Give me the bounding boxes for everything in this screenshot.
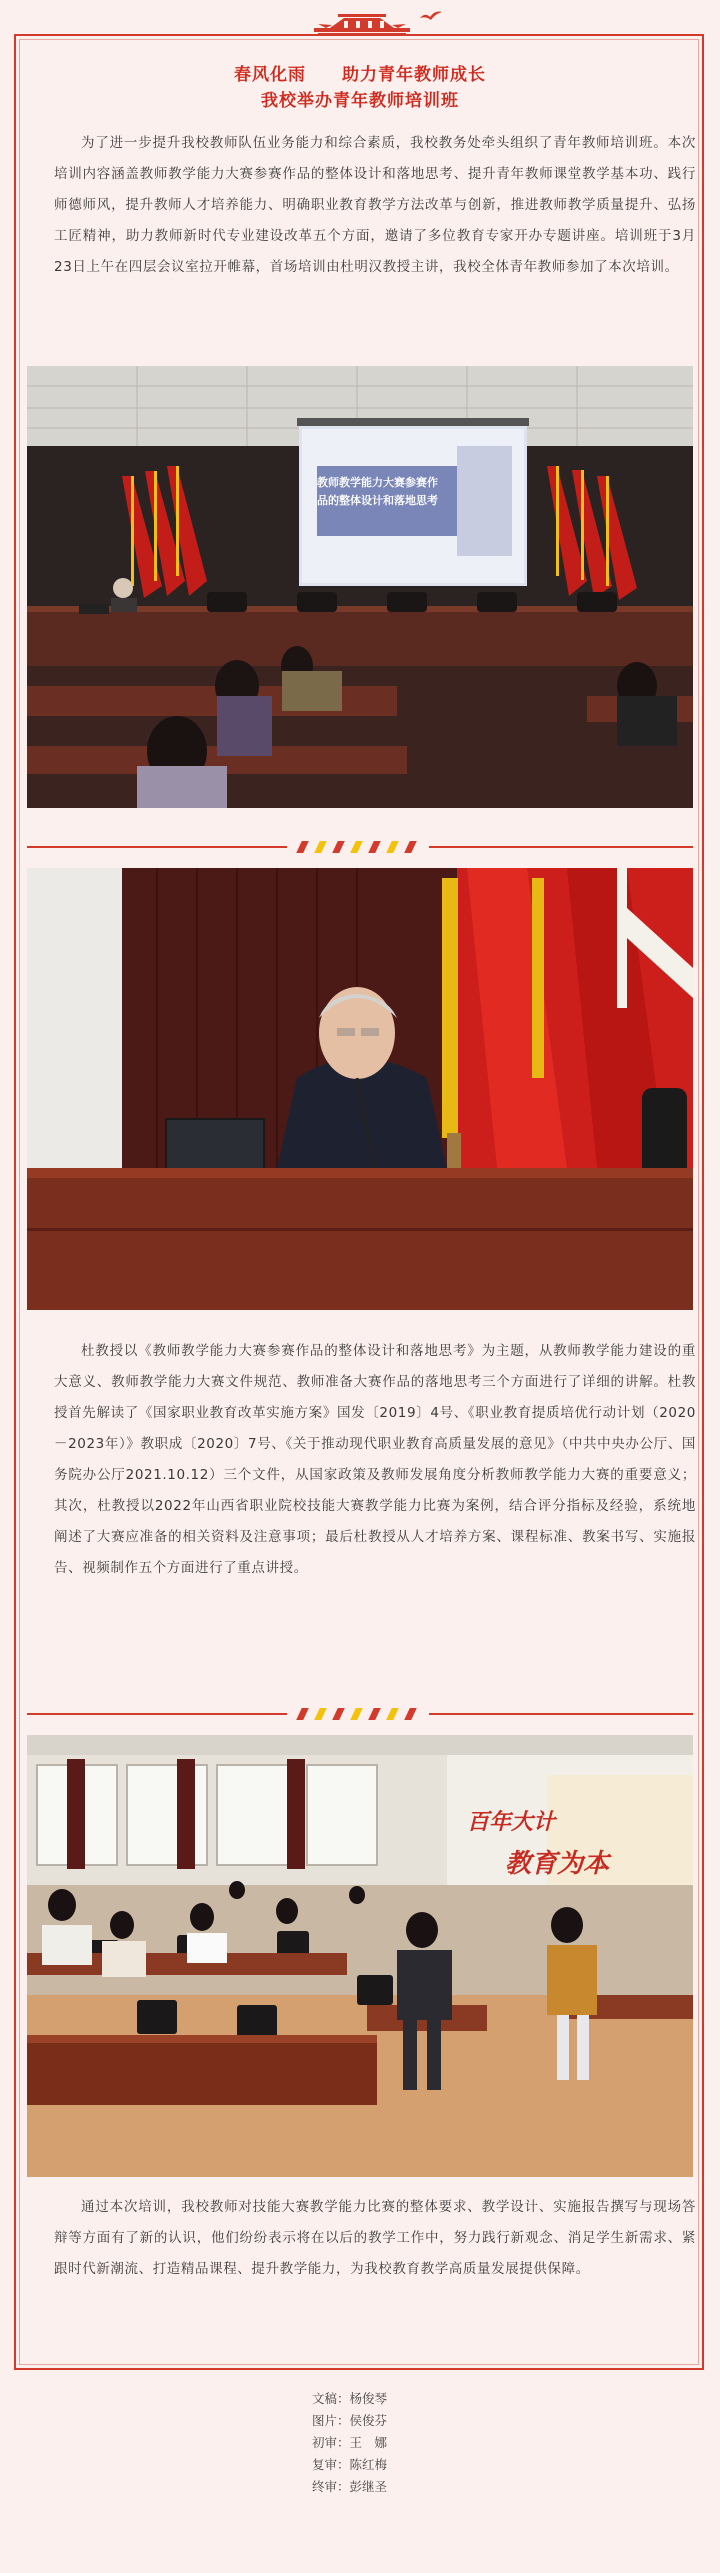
- credit-first-review: [312, 2432, 512, 2454]
- wall-slogan-2: 教育为本: [505, 1849, 610, 1879]
- summary-paragraph: 通过本次培训，我校教师对技能大赛教学能力比赛的整体要求、教学设计、实施报告撰写与现场答辩等方面有了新的认识，他们纷纷表示将在以后的教学工作中，努力践行新观念、消足学生新需求、紧跟时代新潮流、打造精品课程、提升教学能力，为我校教育教学高质量发展提供保障。: [54, 2199, 696, 2277]
- credit-name: 王 娜: [349, 2435, 388, 2450]
- credit-author: [312, 2388, 512, 2410]
- credit-label: 图片：: [312, 2413, 350, 2428]
- section-divider: [27, 840, 693, 854]
- lecture-paragraph: 杜教授以《教师教学能力大赛参赛作品的整体设计和落地思考》为主题，从教师教学能力建设的重大意义、教师教学能力大赛文件规范、教师准备大赛作品的落地思考三个方面进行了详细的讲解。杜教授首先解读了《国家职业教育改革实施方案》国发〔2019〕4号、《职业教育提质培优行动计划（2020－2023年）》教职成〔2020〕7号、《关于推动现代职业教育高质量发展的意见》（中共中央办公厅、国务院办公厅2021.10.12）三个文件，从国家政策及教师发展角度分析教师教学能力大赛的重要意义；其次，杜教授以2022年山西省职业院校技能大赛教学能力比赛为案例，结合评分指标及经验，系统地阐述了大赛应准备的相关资料及注意事项；最后杜教授从人才培养方案、课程标准、教案书写、实施报告、视频制作五个方面进行了重点讲授。: [54, 1343, 696, 1576]
- slide-title-line2: 品的整体设计和落地思考: [317, 494, 438, 507]
- credit-name: 陈红梅: [349, 2457, 388, 2472]
- editorial-credits: [312, 2388, 512, 2498]
- credit-name: 彭继圣: [349, 2479, 388, 2494]
- slide-title-line1: 教师教学能力大赛参赛作: [317, 476, 438, 489]
- article-subtitle: 我校举办青年教师培训班: [261, 91, 459, 111]
- credit-name: 杨俊琴: [349, 2391, 388, 2406]
- credit-final-review: [312, 2476, 512, 2498]
- credit-name: 侯俊芬: [349, 2413, 388, 2428]
- section-divider: [27, 1707, 693, 1721]
- article-title: 春风化雨 助力青年教师成长: [234, 65, 486, 85]
- intro-paragraph: 为了进一步提升我校教师队伍业务能力和综合素质，我校教务处牵头组织了青年教师培训班。本次培训内容涵盖教师教学能力大赛参赛作品的整体设计和落地思考、提升青年教师课堂教学基本功、践行师德师风，提升教师人才培养能力、明确职业教育教学方法改革与创新，推进教师教学质量提升、弘扬工匠精神，助力教师新时代专业建设改革五个方面，邀请了多位教育专家开办专题讲座。培训班于3月23日上午在四层会议室拉开帷幕，首场培训由杜明汉教授主讲，我校全体青年教师参加了本次培训。: [54, 135, 696, 275]
- credit-label: 终审：: [312, 2479, 350, 2494]
- wall-slogan-1: 百年大计: [467, 1809, 556, 1835]
- photo-attendees: [27, 1735, 693, 2177]
- credit-label: 复审：: [312, 2457, 350, 2472]
- photo-lecture-hall: [27, 366, 693, 808]
- credit-label: 文稿：: [312, 2391, 350, 2406]
- credit-label: 初审：: [312, 2435, 350, 2450]
- credit-photo: [312, 2410, 512, 2432]
- photo-professor: [27, 868, 693, 1310]
- bird-icon: [418, 8, 444, 24]
- credit-second-review: [312, 2454, 512, 2476]
